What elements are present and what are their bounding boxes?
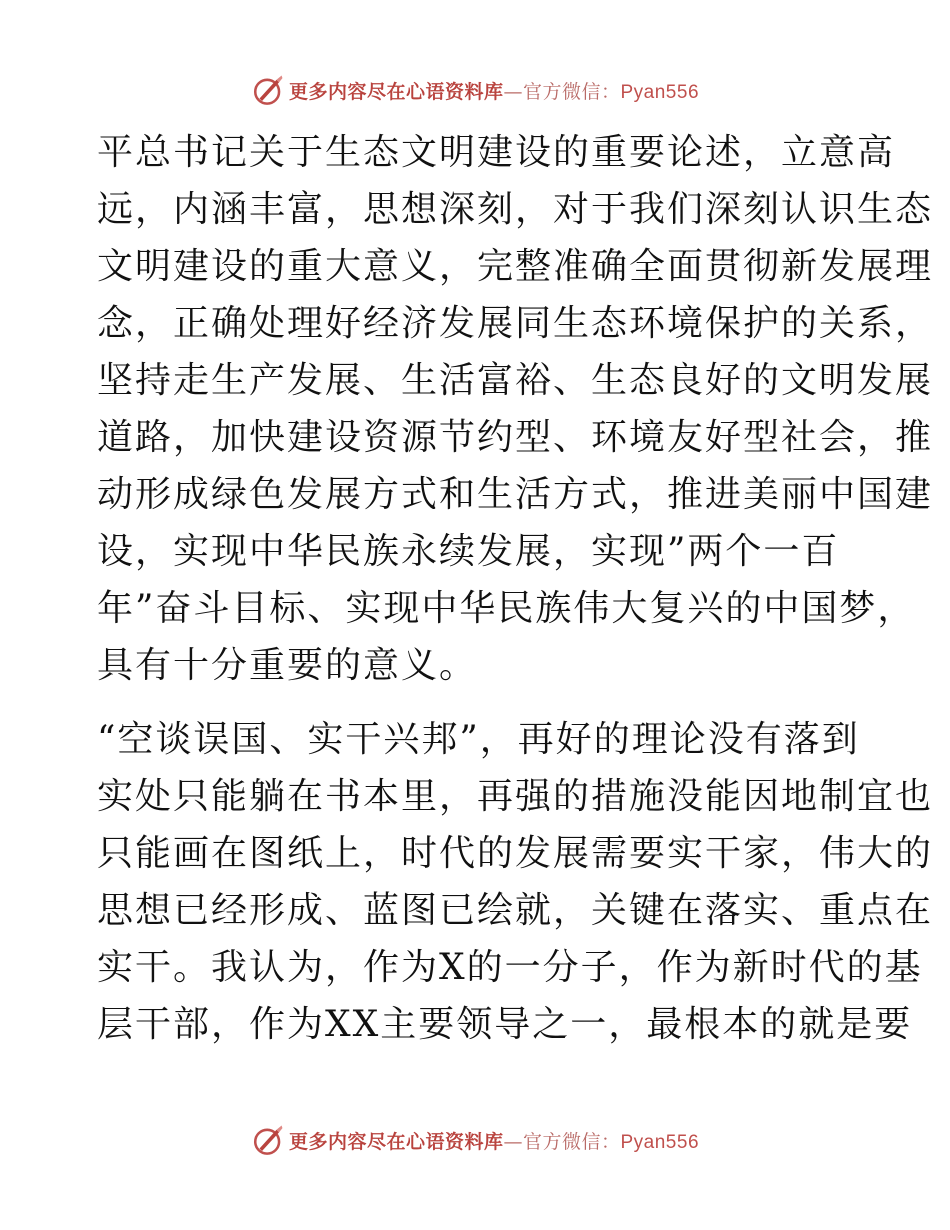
paragraph-spacer [97,694,857,711]
watermark-dash: — [503,80,523,103]
text-line: 道路，加快建设资源节约型、环境友好型社会，推 [97,417,934,458]
text-line: 平总书记关于生态文明建设的重要论述，立意高 [97,132,896,173]
watermark-official: 官方微信： [522,80,621,103]
text-line: 实处只能躺在书本里，再强的措施没能因地制宜也 [97,776,934,817]
text-line: 层干部，作为XX主要领导之一，最根本的就是要 [97,1004,913,1045]
watermark-main: 更多内容尽在心语资料库 [288,80,504,103]
text-line: 远，内涵丰富，思想深刻，对于我们深刻认识生态 [97,189,934,230]
text-line: 设，实现中华民族永续发展，实现”两个一百 [97,531,840,572]
header-watermark [0,70,950,110]
text-line: 年”奋斗目标、实现中华民族伟大复兴的中国梦， [97,588,916,629]
watermark-account: Pyan556 [620,81,700,103]
watermark-dash: — [503,1130,523,1153]
watermark-main: 更多内容尽在心语资料库 [288,1130,504,1153]
text-line: 坚持走生产发展、生活富裕、生态良好的文明发展 [97,360,934,401]
text-line: 实干。我认为，作为X的一分子，作为新时代的基 [97,947,923,988]
text-line: 只能画在图纸上，时代的发展需要实干家，伟大的 [97,833,934,874]
watermark-text [289,1127,699,1154]
text-line: 念，正确处理好经济发展同生态环境保护的关系， [97,303,934,344]
document-body [97,124,934,1053]
quill-logo-icon [251,73,285,107]
paragraph-2 [97,711,934,1053]
text-line: 动形成绿色发展方式和生活方式，推进美丽中国建 [97,474,934,515]
watermark-official: 官方微信： [522,1130,621,1153]
text-line: “空谈误国、实干兴邦”，再好的理论没有落到 [97,719,860,760]
watermark-account: Pyan556 [620,1131,700,1153]
watermark-text [289,77,699,104]
text-line: 具有十分重要的意义。 [97,645,478,686]
footer-watermark [0,1120,950,1160]
paragraph-1 [97,124,934,694]
text-line: 思想已经形成、蓝图已绘就，关键在落实、重点在 [97,890,934,931]
quill-logo-icon [251,1123,285,1157]
text-line: 文明建设的重大意义，完整准确全面贯彻新发展理 [97,246,934,287]
